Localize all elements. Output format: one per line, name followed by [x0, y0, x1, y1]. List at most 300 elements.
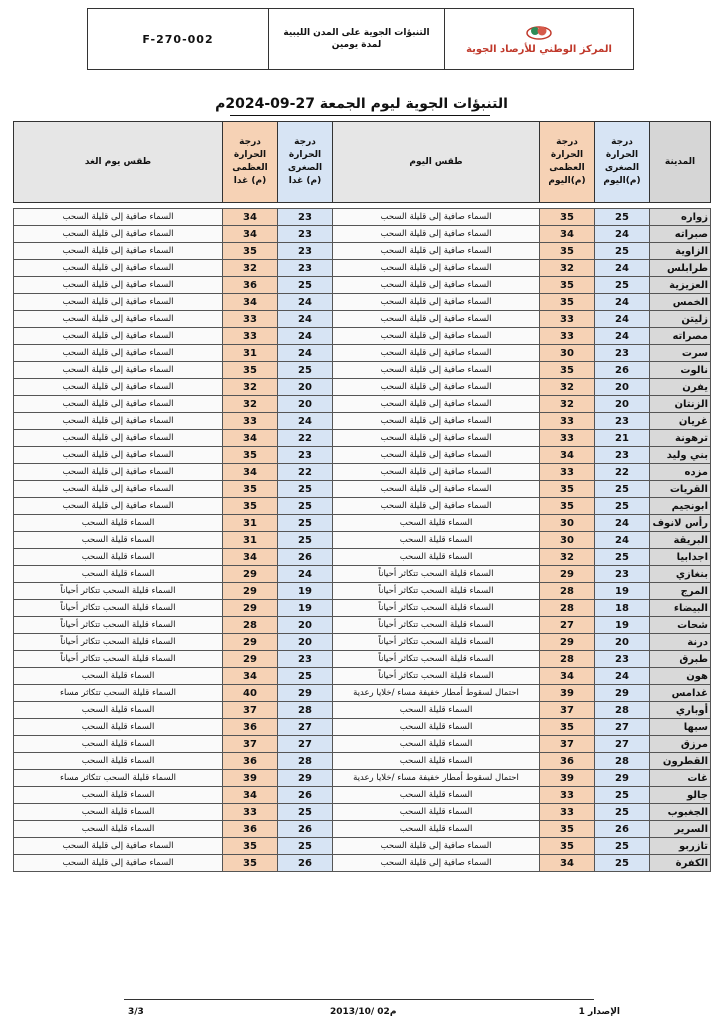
min-tomorrow-cell: 25 — [278, 668, 333, 685]
table-row — [14, 464, 711, 481]
table-header-row — [14, 122, 711, 203]
min-tomorrow-cell: 24 — [278, 413, 333, 430]
title-underline — [230, 115, 490, 116]
table-row — [14, 515, 711, 532]
city-cell: طرابلس — [650, 260, 711, 277]
max-today-cell: 30 — [540, 515, 595, 532]
weather-tomorrow-cell: السماء صافية إلى قليلة السحب — [14, 226, 223, 243]
min-today-cell: 24 — [595, 515, 650, 532]
weather-today-cell: السماء قليلة السحب — [333, 515, 540, 532]
max-today-cell: 37 — [540, 702, 595, 719]
max-tomorrow-cell: 36 — [223, 753, 278, 770]
weather-today-cell: السماء صافية إلى قليلة السحب — [333, 379, 540, 396]
min-today-cell: 24 — [595, 311, 650, 328]
max-today-cell: 36 — [540, 753, 595, 770]
max-tomorrow-cell: 40 — [223, 685, 278, 702]
max-today-cell: 35 — [540, 821, 595, 838]
weather-today-cell: السماء قليلة السحب تتكاثر أحياناً — [333, 617, 540, 634]
table-row — [14, 396, 711, 413]
table-row — [14, 532, 711, 549]
min-tomorrow-cell: 25 — [278, 481, 333, 498]
min-today-cell: 23 — [595, 566, 650, 583]
max-today-cell: 33 — [540, 464, 595, 481]
min-today-cell: 25 — [595, 277, 650, 294]
city-cell: غات — [650, 770, 711, 787]
min-tomorrow-cell: 23 — [278, 447, 333, 464]
weather-today-cell: السماء صافية إلى قليلة السحب — [333, 260, 540, 277]
max-tomorrow-cell: 36 — [223, 277, 278, 294]
table-row — [14, 651, 711, 668]
weather-tomorrow-cell: السماء صافية إلى قليلة السحب — [14, 396, 223, 413]
max-today-cell: 35 — [540, 294, 595, 311]
max-tomorrow-cell: 36 — [223, 821, 278, 838]
max-today-cell: 33 — [540, 413, 595, 430]
city-cell: القطرون — [650, 753, 711, 770]
min-today-cell: 25 — [595, 243, 650, 260]
max-today-cell: 33 — [540, 430, 595, 447]
city-cell: سبها — [650, 719, 711, 736]
weather-today-cell: السماء صافية إلى قليلة السحب — [333, 413, 540, 430]
weather-today-cell: السماء صافية إلى قليلة السحب — [333, 226, 540, 243]
weather-tomorrow-cell: السماء صافية إلى قليلة السحب — [14, 464, 223, 481]
max-today-cell: 35 — [540, 838, 595, 855]
weather-today-cell: احتمال لسقوط أمطار خفيفة مساء /خلايا رعدية — [333, 770, 540, 787]
max-today-cell: 34 — [540, 226, 595, 243]
page-title: التنبؤات الجوية ليوم الجمعة 27-09-2024م — [215, 96, 508, 112]
min-tomorrow-cell: 24 — [278, 566, 333, 583]
footer-page: 3/3 — [128, 1007, 144, 1017]
header-max-today: درجة الحرارة العظمى (م)اليوم — [540, 122, 595, 203]
table-row — [14, 294, 711, 311]
weather-tomorrow-cell: السماء صافية إلى قليلة السحب — [14, 838, 223, 855]
min-today-cell: 24 — [595, 328, 650, 345]
table-row — [14, 617, 711, 634]
footer-issue: الإصدار 1 — [578, 1007, 620, 1017]
max-tomorrow-cell: 34 — [223, 549, 278, 566]
table-row — [14, 753, 711, 770]
weather-today-cell: السماء صافية إلى قليلة السحب — [333, 243, 540, 260]
header-min-tomorrow: درجة الحرارة الصغرى (م) غدا — [278, 122, 333, 203]
table-row — [14, 821, 711, 838]
weather-today-cell: السماء صافية إلى قليلة السحب — [333, 311, 540, 328]
max-today-cell: 32 — [540, 260, 595, 277]
max-tomorrow-cell: 35 — [223, 838, 278, 855]
weather-today-cell: السماء قليلة السحب — [333, 821, 540, 838]
max-tomorrow-cell: 33 — [223, 311, 278, 328]
table-row — [14, 804, 711, 821]
city-cell: بنغازي — [650, 566, 711, 583]
table-row — [14, 770, 711, 787]
city-cell: العزيزية — [650, 277, 711, 294]
max-tomorrow-cell: 34 — [223, 209, 278, 226]
weather-today-cell: السماء صافية إلى قليلة السحب — [333, 481, 540, 498]
weather-today-cell: السماء قليلة السحب — [333, 736, 540, 753]
table-row — [14, 549, 711, 566]
max-tomorrow-cell: 33 — [223, 804, 278, 821]
weather-tomorrow-cell: السماء صافية إلى قليلة السحب — [14, 481, 223, 498]
max-tomorrow-cell: 29 — [223, 583, 278, 600]
max-tomorrow-cell: 34 — [223, 787, 278, 804]
city-cell: البريقة — [650, 532, 711, 549]
city-cell: الخمس — [650, 294, 711, 311]
max-tomorrow-cell: 34 — [223, 226, 278, 243]
table-row — [14, 362, 711, 379]
min-tomorrow-cell: 20 — [278, 617, 333, 634]
max-tomorrow-cell: 31 — [223, 532, 278, 549]
min-tomorrow-cell: 24 — [278, 294, 333, 311]
max-today-cell: 39 — [540, 770, 595, 787]
forecast-rows — [14, 203, 711, 872]
max-today-cell: 32 — [540, 396, 595, 413]
weather-tomorrow-cell: السماء صافية إلى قليلة السحب — [14, 379, 223, 396]
weather-today-cell: السماء صافية إلى قليلة السحب — [333, 396, 540, 413]
forecast-table — [13, 121, 711, 872]
max-tomorrow-cell: 32 — [223, 379, 278, 396]
footer-divider — [124, 999, 594, 1000]
weather-tomorrow-cell: السماء قليلة السحب — [14, 566, 223, 583]
min-tomorrow-cell: 28 — [278, 702, 333, 719]
min-today-cell: 24 — [595, 260, 650, 277]
min-today-cell: 25 — [595, 498, 650, 515]
min-today-cell: 25 — [595, 838, 650, 855]
min-tomorrow-cell: 23 — [278, 226, 333, 243]
table-row — [14, 430, 711, 447]
city-cell: ترهونة — [650, 430, 711, 447]
min-tomorrow-cell: 25 — [278, 838, 333, 855]
max-tomorrow-cell: 35 — [223, 498, 278, 515]
min-tomorrow-cell: 22 — [278, 464, 333, 481]
table-row — [14, 209, 711, 226]
min-tomorrow-cell: 20 — [278, 396, 333, 413]
min-tomorrow-cell: 26 — [278, 821, 333, 838]
city-cell: تازربو — [650, 838, 711, 855]
weather-today-cell: السماء صافية إلى قليلة السحب — [333, 362, 540, 379]
weather-tomorrow-cell: السماء قليلة السحب تتكاثر أحياناً — [14, 634, 223, 651]
weather-tomorrow-cell: السماء قليلة السحب — [14, 515, 223, 532]
min-tomorrow-cell: 28 — [278, 753, 333, 770]
min-today-cell: 18 — [595, 600, 650, 617]
footer-date: 2013/10/ 02م — [330, 1007, 397, 1017]
min-today-cell: 19 — [595, 617, 650, 634]
min-tomorrow-cell: 23 — [278, 243, 333, 260]
cloud-logo-icon — [525, 23, 553, 41]
city-cell: رأس لانوف — [650, 515, 711, 532]
min-tomorrow-cell: 23 — [278, 260, 333, 277]
table-row — [14, 668, 711, 685]
min-tomorrow-cell: 25 — [278, 277, 333, 294]
max-tomorrow-cell: 29 — [223, 634, 278, 651]
min-today-cell: 27 — [595, 736, 650, 753]
weather-today-cell: السماء قليلة السحب — [333, 549, 540, 566]
min-tomorrow-cell: 26 — [278, 855, 333, 872]
min-today-cell: 26 — [595, 821, 650, 838]
min-today-cell: 20 — [595, 634, 650, 651]
city-cell: نالوت — [650, 362, 711, 379]
weather-tomorrow-cell: السماء صافية إلى قليلة السحب — [14, 362, 223, 379]
city-cell: مصراته — [650, 328, 711, 345]
min-tomorrow-cell: 25 — [278, 515, 333, 532]
weather-tomorrow-cell: السماء قليلة السحب تتكاثر مساء — [14, 685, 223, 702]
document-title-line1: التنبؤات الجوية على المدن الليبية — [283, 28, 430, 38]
max-today-cell: 34 — [540, 668, 595, 685]
city-cell: غريان — [650, 413, 711, 430]
table-row — [14, 583, 711, 600]
city-cell: زليتن — [650, 311, 711, 328]
weather-today-cell: السماء صافية إلى قليلة السحب — [333, 209, 540, 226]
weather-today-cell: السماء قليلة السحب تتكاثر أحياناً — [333, 600, 540, 617]
weather-today-cell: السماء صافية إلى قليلة السحب — [333, 855, 540, 872]
city-cell: يفرن — [650, 379, 711, 396]
table-row — [14, 345, 711, 362]
weather-tomorrow-cell: السماء صافية إلى قليلة السحب — [14, 209, 223, 226]
header-weather-today: طقس اليوم — [333, 122, 540, 203]
table-row — [14, 600, 711, 617]
max-today-cell: 32 — [540, 379, 595, 396]
min-tomorrow-cell: 24 — [278, 311, 333, 328]
weather-tomorrow-cell: السماء صافية إلى قليلة السحب — [14, 345, 223, 362]
city-cell: أوباري — [650, 702, 711, 719]
city-cell: صبراته — [650, 226, 711, 243]
header-min-today: درجة الحرارة الصغرى (م)اليوم — [595, 122, 650, 203]
min-today-cell: 23 — [595, 651, 650, 668]
max-today-cell: 35 — [540, 277, 595, 294]
city-cell: شحات — [650, 617, 711, 634]
max-today-cell: 35 — [540, 209, 595, 226]
min-today-cell: 23 — [595, 447, 650, 464]
min-today-cell: 24 — [595, 668, 650, 685]
document-header — [87, 8, 634, 70]
weather-today-cell: السماء صافية إلى قليلة السحب — [333, 447, 540, 464]
city-cell: الجغبوب — [650, 804, 711, 821]
weather-today-cell: السماء قليلة السحب — [333, 753, 540, 770]
weather-tomorrow-cell: السماء صافية إلى قليلة السحب — [14, 243, 223, 260]
max-today-cell: 30 — [540, 345, 595, 362]
city-cell: هون — [650, 668, 711, 685]
max-today-cell: 35 — [540, 481, 595, 498]
weather-today-cell: السماء صافية إلى قليلة السحب — [333, 345, 540, 362]
document-title-line2: لمدة يومين — [331, 40, 382, 50]
max-tomorrow-cell: 28 — [223, 617, 278, 634]
min-tomorrow-cell: 22 — [278, 430, 333, 447]
max-today-cell: 35 — [540, 362, 595, 379]
weather-today-cell: السماء قليلة السحب — [333, 804, 540, 821]
min-tomorrow-cell: 27 — [278, 736, 333, 753]
table-row — [14, 447, 711, 464]
weather-tomorrow-cell: السماء صافية إلى قليلة السحب — [14, 413, 223, 430]
max-tomorrow-cell: 31 — [223, 345, 278, 362]
min-tomorrow-cell: 19 — [278, 600, 333, 617]
max-today-cell: 29 — [540, 634, 595, 651]
max-tomorrow-cell: 33 — [223, 413, 278, 430]
min-today-cell: 28 — [595, 753, 650, 770]
max-tomorrow-cell: 35 — [223, 481, 278, 498]
min-tomorrow-cell: 19 — [278, 583, 333, 600]
weather-tomorrow-cell: السماء صافية إلى قليلة السحب — [14, 855, 223, 872]
city-cell: طبرق — [650, 651, 711, 668]
weather-tomorrow-cell: السماء صافية إلى قليلة السحب — [14, 498, 223, 515]
min-tomorrow-cell: 23 — [278, 209, 333, 226]
max-today-cell: 30 — [540, 532, 595, 549]
min-today-cell: 22 — [595, 464, 650, 481]
min-today-cell: 25 — [595, 209, 650, 226]
header-city: المدينة — [650, 122, 711, 203]
min-tomorrow-cell: 29 — [278, 685, 333, 702]
city-cell: ابونجيم — [650, 498, 711, 515]
min-today-cell: 24 — [595, 294, 650, 311]
max-tomorrow-cell: 36 — [223, 719, 278, 736]
weather-today-cell: السماء صافية إلى قليلة السحب — [333, 277, 540, 294]
max-today-cell: 28 — [540, 583, 595, 600]
min-today-cell: 23 — [595, 413, 650, 430]
weather-tomorrow-cell: السماء قليلة السحب — [14, 549, 223, 566]
max-today-cell: 35 — [540, 719, 595, 736]
max-today-cell: 35 — [540, 243, 595, 260]
weather-tomorrow-cell: السماء قليلة السحب — [14, 736, 223, 753]
city-cell: البيضاء — [650, 600, 711, 617]
min-today-cell: 20 — [595, 396, 650, 413]
table-row — [14, 838, 711, 855]
min-tomorrow-cell: 26 — [278, 549, 333, 566]
weather-tomorrow-cell: السماء قليلة السحب — [14, 787, 223, 804]
max-today-cell: 28 — [540, 651, 595, 668]
max-tomorrow-cell: 29 — [223, 600, 278, 617]
table-row — [14, 702, 711, 719]
min-tomorrow-cell: 20 — [278, 379, 333, 396]
max-today-cell: 33 — [540, 804, 595, 821]
table-row — [14, 413, 711, 430]
table-row — [14, 855, 711, 872]
min-tomorrow-cell: 24 — [278, 328, 333, 345]
max-today-cell: 28 — [540, 600, 595, 617]
city-cell: الزاوية — [650, 243, 711, 260]
min-today-cell: 29 — [595, 770, 650, 787]
max-tomorrow-cell: 37 — [223, 736, 278, 753]
max-today-cell: 32 — [540, 549, 595, 566]
max-tomorrow-cell: 37 — [223, 702, 278, 719]
city-cell: الزنتان — [650, 396, 711, 413]
weather-today-cell: السماء صافية إلى قليلة السحب — [333, 498, 540, 515]
city-cell: بني وليد — [650, 447, 711, 464]
weather-tomorrow-cell: السماء قليلة السحب — [14, 668, 223, 685]
city-cell: القريات — [650, 481, 711, 498]
weather-today-cell: السماء صافية إلى قليلة السحب — [333, 430, 540, 447]
min-today-cell: 29 — [595, 685, 650, 702]
table-row — [14, 243, 711, 260]
weather-today-cell: السماء قليلة السحب — [333, 532, 540, 549]
table-row — [14, 685, 711, 702]
min-tomorrow-cell: 25 — [278, 498, 333, 515]
table-row — [14, 719, 711, 736]
min-tomorrow-cell: 27 — [278, 719, 333, 736]
max-tomorrow-cell: 34 — [223, 464, 278, 481]
weather-tomorrow-cell: السماء قليلة السحب — [14, 532, 223, 549]
weather-today-cell: احتمال لسقوط أمطار خفيفة مساء /خلايا رعدية — [333, 685, 540, 702]
weather-today-cell: السماء قليلة السحب تتكاثر أحياناً — [333, 651, 540, 668]
weather-tomorrow-cell: السماء صافية إلى قليلة السحب — [14, 311, 223, 328]
max-today-cell: 37 — [540, 736, 595, 753]
min-tomorrow-cell: 25 — [278, 532, 333, 549]
organization — [444, 9, 633, 69]
city-cell: الكفرة — [650, 855, 711, 872]
max-today-cell: 27 — [540, 617, 595, 634]
min-today-cell: 19 — [595, 583, 650, 600]
table-row — [14, 379, 711, 396]
city-cell: درنة — [650, 634, 711, 651]
max-tomorrow-cell: 34 — [223, 294, 278, 311]
max-tomorrow-cell: 32 — [223, 396, 278, 413]
city-cell: زواره — [650, 209, 711, 226]
form-code: F-270-002 — [142, 32, 214, 46]
table-row — [14, 634, 711, 651]
table-row — [14, 311, 711, 328]
weather-tomorrow-cell: السماء صافية إلى قليلة السحب — [14, 260, 223, 277]
weather-today-cell: السماء صافية إلى قليلة السحب — [333, 294, 540, 311]
min-today-cell: 24 — [595, 226, 650, 243]
weather-tomorrow-cell: السماء صافية إلى قليلة السحب — [14, 447, 223, 464]
max-tomorrow-cell: 35 — [223, 447, 278, 464]
city-cell: اجدابيا — [650, 549, 711, 566]
weather-tomorrow-cell: السماء قليلة السحب — [14, 719, 223, 736]
city-cell: غدامس — [650, 685, 711, 702]
min-today-cell: 26 — [595, 362, 650, 379]
max-tomorrow-cell: 31 — [223, 515, 278, 532]
weather-tomorrow-cell: السماء قليلة السحب تتكاثر أحياناً — [14, 583, 223, 600]
weather-today-cell: السماء قليلة السحب — [333, 787, 540, 804]
table-row — [14, 260, 711, 277]
min-today-cell: 25 — [595, 787, 650, 804]
organization-name: المركز الوطني للأرصاد الجوية — [466, 44, 612, 55]
min-today-cell: 21 — [595, 430, 650, 447]
max-today-cell: 33 — [540, 787, 595, 804]
table-row — [14, 328, 711, 345]
weather-tomorrow-cell: السماء قليلة السحب تتكاثر مساء — [14, 770, 223, 787]
weather-today-cell: السماء قليلة السحب — [333, 719, 540, 736]
weather-today-cell: السماء قليلة السحب تتكاثر أحياناً — [333, 583, 540, 600]
weather-tomorrow-cell: السماء قليلة السحب تتكاثر أحياناً — [14, 617, 223, 634]
max-today-cell: 33 — [540, 328, 595, 345]
header-weather-tomorrow: طقس يوم الغد — [14, 122, 223, 203]
max-tomorrow-cell: 35 — [223, 243, 278, 260]
max-today-cell: 35 — [540, 498, 595, 515]
max-tomorrow-cell: 34 — [223, 430, 278, 447]
max-today-cell: 33 — [540, 311, 595, 328]
min-today-cell: 28 — [595, 702, 650, 719]
max-tomorrow-cell: 39 — [223, 770, 278, 787]
weather-tomorrow-cell: السماء قليلة السحب — [14, 753, 223, 770]
weather-today-cell: السماء قليلة السحب تتكاثر أحياناً — [333, 668, 540, 685]
weather-tomorrow-cell: السماء صافية إلى قليلة السحب — [14, 277, 223, 294]
min-today-cell: 20 — [595, 379, 650, 396]
table-row — [14, 481, 711, 498]
table-row — [14, 226, 711, 243]
max-tomorrow-cell: 32 — [223, 260, 278, 277]
city-cell: مرزق — [650, 736, 711, 753]
max-today-cell: 39 — [540, 685, 595, 702]
min-tomorrow-cell: 29 — [278, 770, 333, 787]
min-today-cell: 23 — [595, 345, 650, 362]
min-tomorrow-cell: 25 — [278, 804, 333, 821]
table-row — [14, 787, 711, 804]
min-today-cell: 25 — [595, 855, 650, 872]
weather-today-cell: السماء قليلة السحب تتكاثر أحياناً — [333, 634, 540, 651]
table-row — [14, 566, 711, 583]
city-cell: المرج — [650, 583, 711, 600]
table-row — [14, 277, 711, 294]
weather-today-cell: السماء صافية إلى قليلة السحب — [333, 328, 540, 345]
weather-tomorrow-cell: السماء قليلة السحب — [14, 702, 223, 719]
weather-tomorrow-cell: السماء قليلة السحب تتكاثر أحياناً — [14, 651, 223, 668]
weather-tomorrow-cell: السماء صافية إلى قليلة السحب — [14, 430, 223, 447]
